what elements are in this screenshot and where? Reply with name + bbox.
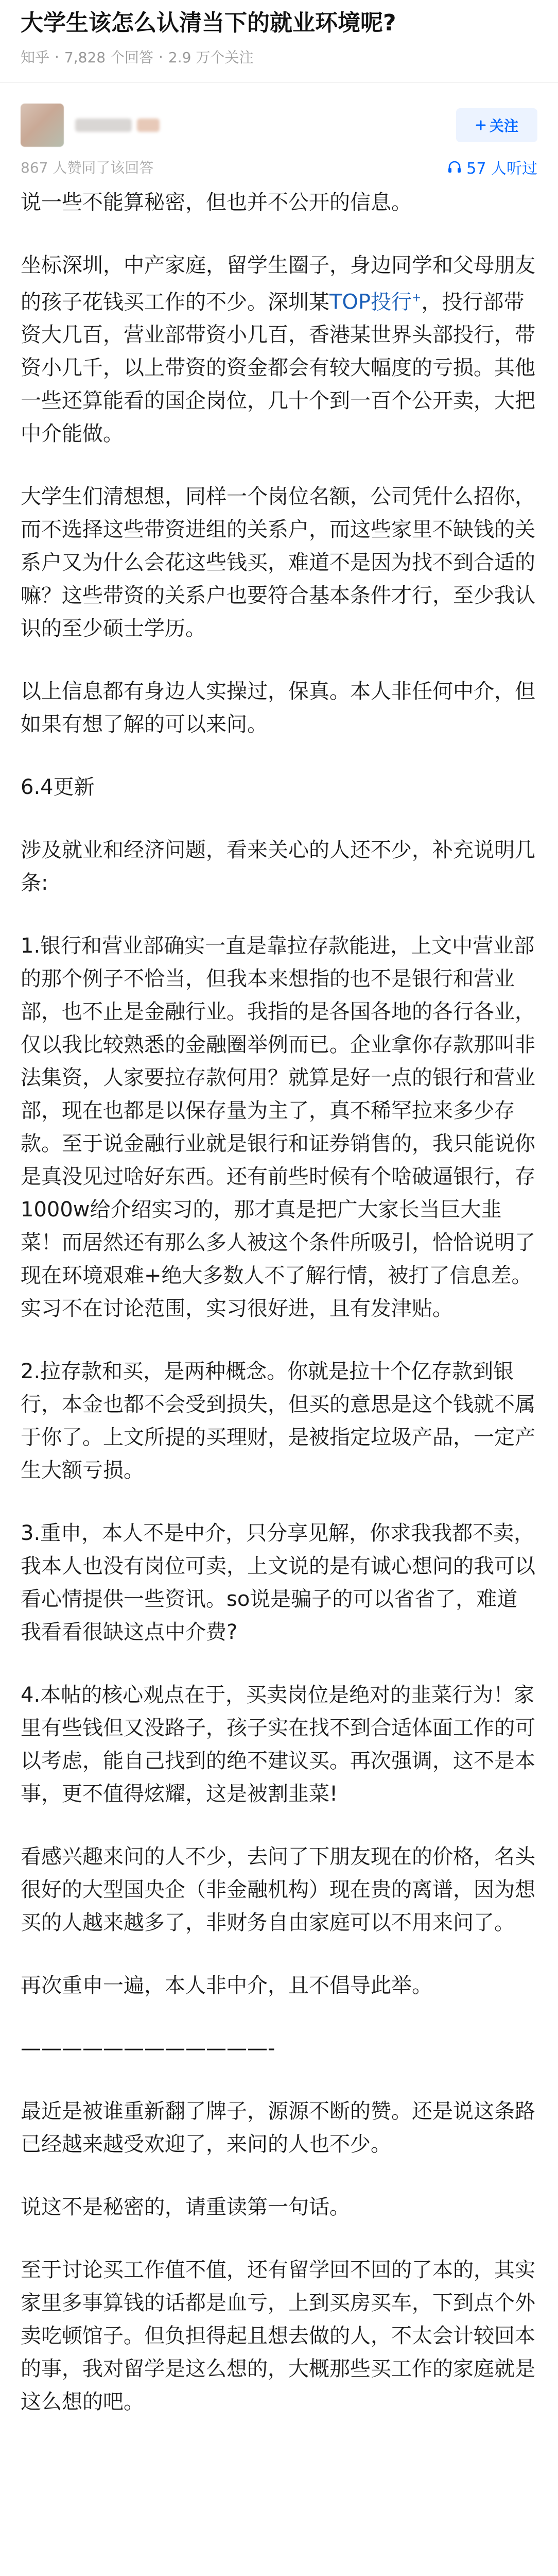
answer-paragraph: 再次重申一遍，本人非中介，且不倡导此举。 bbox=[21, 1974, 432, 1998]
follow-button[interactable] bbox=[456, 108, 537, 142]
listen-button[interactable] bbox=[447, 156, 537, 178]
answer-paragraph: 4.本帖的核心观点在于，买卖岗位是绝对的韭菜行为！家里有些钱但又没路子，孩子实在找不到合适体面工作的可以考虑，能自己找到的绝不建议买。再次强调，这不是本事，更不值得炫耀，这是被割韭菜! bbox=[21, 1683, 535, 1806]
source-label: 知乎 bbox=[21, 49, 50, 66]
answer-paragraph: 看感兴趣来问的人不少，去问了下朋友现在的价格，名头很好的大型国央企（非金融机构）现在贵的离谱，因为想买的人越来越多了，非财务自由家庭可以不用来问了。 bbox=[21, 1845, 535, 1935]
paragraph-text: ，投行部带资大几百，营业部带资小几百，香港某世界头部投行，带资小几千，以上带资的资金都会有较大幅度的亏损。其他一些还算能看的国企岗位，几十个到一百个公开卖，大把中介能做。 bbox=[21, 290, 535, 446]
author-row bbox=[0, 83, 558, 150]
answer-count[interactable]: 7,828 个回答 bbox=[64, 49, 153, 66]
answer-content bbox=[0, 180, 558, 2418]
answer-paragraph: 说这不是秘密的，请重读第一句话。 bbox=[21, 2195, 350, 2219]
question-title[interactable]: 大学生该怎么认清当下的就业环境呢? bbox=[21, 10, 396, 36]
plus-icon bbox=[475, 120, 486, 131]
avatar[interactable] bbox=[21, 104, 64, 147]
question-header bbox=[0, 0, 558, 67]
section-separator: ————————————- bbox=[21, 2037, 275, 2061]
paragraph-text: 坐标深圳，中产家庭，留学生圈子，身边同学和父母朋友的孩子花钱买工作的不少。深圳某 bbox=[21, 253, 535, 314]
update-heading: 6.4更新 bbox=[21, 775, 95, 800]
follower-count: 2.9 万个关注 bbox=[168, 49, 254, 66]
answer-paragraph: 涉及就业和经济问题，看来关心的人还不少，补充说明几条: bbox=[21, 838, 535, 895]
answer-paragraph bbox=[21, 249, 537, 450]
answer-paragraph: 以上信息都有身边人实操过，保真。本人非任何中介，但如果有想了解的可以来问。 bbox=[21, 680, 535, 737]
answer-paragraph: 至于讨论买工作值不值，还有留学回不回的了本的，其实家里多事算钱的话都是血亏，上到买房买车，下到点个外卖吃顿馆子。但负担得起且想去做的人，不太会计较回本的事，我对留学是这么想的，大概那些买工作的家庭就是这么想的吧。 bbox=[21, 2258, 535, 2414]
upvote-count: 867 人赞同了该回答 bbox=[21, 159, 154, 176]
meta-dot: · bbox=[158, 48, 163, 65]
redacted-badge bbox=[137, 118, 160, 132]
answer-paragraph: 大学生们清想想，同样一个岗位名额，公司凭什么招你，而不选择这些带资进组的关系户，而这些家里不缺钱的关系户又为什么会花这些钱买，难道不是因为找不到合适的嘛？这些带资的关系户也要符合基本条件才行，至少我认识的至少硕士学历。 bbox=[21, 485, 535, 641]
answer-paragraph: 最近是被谁重新翻了牌子，源源不断的赞。还是说这条路已经越来越受欢迎了，来问的人也不少。 bbox=[21, 2099, 535, 2157]
follow-label: 关注 bbox=[489, 118, 518, 134]
author-name-redacted[interactable] bbox=[75, 118, 160, 132]
answer-paragraph: 1.银行和营业部确实一直是靠拉存款能进，上文中营业部的那个例子不恰当，但我本来想指的也不是银行和营业部，也不止是金融行业。我指的是各国各地的各行各业，仅以我比较熟悉的金融圈举例而已。企业拿你存款那叫非法集资，人家要拉存款何用？就算是好一点的银行和营业部，现在也都是以保存量为主了，真不稀罕拉来多少存款。至于说金融行业就是银行和证券销售的，我只能说你是真没见过啥好东西。还有前些时候有个啥破逼银行，存1000w给介绍实习的，那才真是把广大家长当巨大韭菜！而居然还有那么多人被这个条件所吸引，恰恰说明了现在环境艰难+绝大多数人不了解行情，被打了信息差。实习不在讨论范围，实习很好进，且有发津贴。 bbox=[21, 934, 535, 1321]
meta-dot: · bbox=[55, 48, 59, 65]
listen-count: 57 人听过 bbox=[466, 160, 537, 178]
search-link-icon: + bbox=[412, 292, 422, 304]
answer-sub-row bbox=[0, 150, 558, 180]
keyword-link[interactable]: TOP投行 bbox=[329, 290, 412, 314]
answer-paragraph: 3.重申，本人不是中介，只分享见解，你求我我都不卖，我本人也没有岗位可卖，上文说的是有诚心想问的我可以看心情提供一些资讯。so说是骗子的可以省省了，难道我看看很缺这点中介费? bbox=[21, 1521, 535, 1645]
redacted-name bbox=[75, 118, 132, 132]
question-meta bbox=[21, 46, 537, 67]
answer-paragraph: 说一些不能算秘密，但也并不公开的信息。 bbox=[21, 191, 412, 214]
headphones-icon bbox=[447, 159, 462, 175]
answer-paragraph: 2.拉存款和买，是两种概念。你就是拉十个亿存款到银行，本金也都不会受到损失，但买的意思是这个钱就不属于你了。上文所提的买理财，是被指定垃圾产品，一定产生大额亏损。 bbox=[21, 1360, 535, 1483]
